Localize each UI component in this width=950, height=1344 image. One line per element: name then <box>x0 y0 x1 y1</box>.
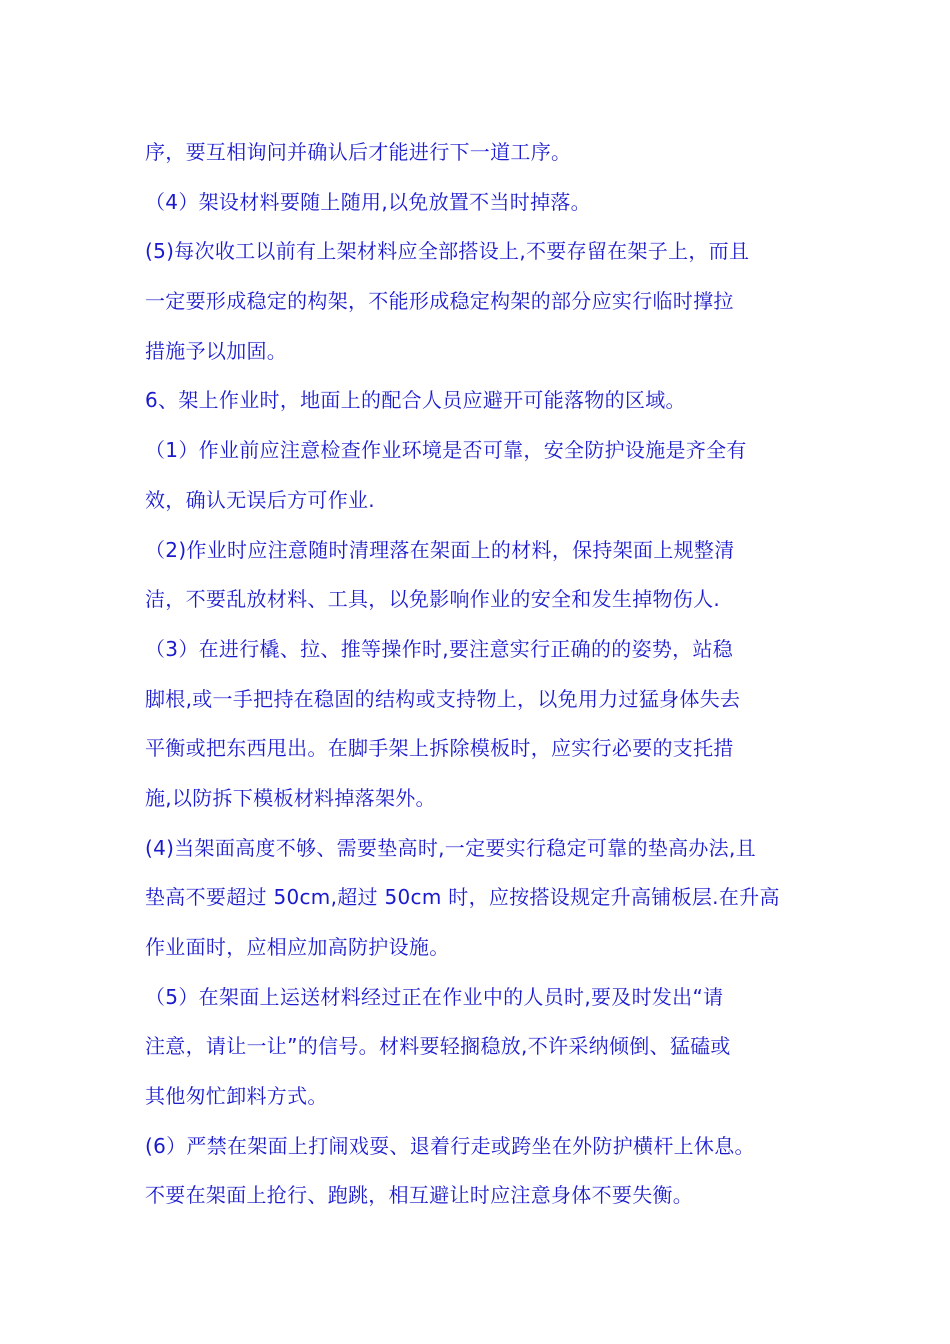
document-body <box>145 128 815 1221</box>
text-line: 不要在架面上抢行、跑跳，相互避让时应注意身体不要失衡。 <box>145 1183 694 1208</box>
text-line: 洁，不要乱放材料、工具，以免影响作业的安全和发生掉物伤人. <box>145 587 721 612</box>
text-line: 6、架上作业时，地面上的配合人员应避开可能落物的区域。 <box>145 388 686 413</box>
text-line: （5）在架面上运送材料经过正在作业中的人员时,要及时发出“请 <box>145 984 724 1009</box>
text-line: 垫高不要超过 50cm,超过 50cm 时，应按搭设规定升高铺板层.在升高 <box>145 885 780 910</box>
text-line: (6）严禁在架面上打闹戏耍、退着行走或跨坐在外防护横杆上休息。 <box>145 1133 755 1158</box>
text-line: 一定要形成稳定的构架，不能形成稳定构架的部分应实行临时撑拉 <box>145 289 734 314</box>
text-line: 脚根,或一手把持在稳固的结构或支持物上，以免用力过猛身体失去 <box>145 686 741 711</box>
text-line: (5)每次收工以前有上架材料应全部搭设上,不要存留在架子上，而且 <box>145 239 750 264</box>
text-line: 平衡或把东西甩出。在脚手架上拆除模板时，应实行必要的支托措 <box>145 736 734 761</box>
text-line: 注意，请让一让”的信号。材料要轻搁稳放,不许采纳倾倒、猛磕或 <box>145 1034 731 1059</box>
text-line: （2)作业时应注意随时清理落在架面上的材料，保持架面上规整清 <box>145 537 735 562</box>
text-line: （1）作业前应注意检查作业环境是否可靠，安全防护设施是齐全有 <box>145 438 747 463</box>
text-line: 效，确认无误后方可作业. <box>145 487 375 512</box>
text-line: 序，要互相询问并确认后才能进行下一道工序。 <box>145 140 572 164</box>
text-line: （3）在进行橇、拉、推等操作时,要注意实行正确的的姿势，站稳 <box>145 636 734 661</box>
text-line: 措施予以加固。 <box>145 338 288 363</box>
text-line: (4)当架面高度不够、需要垫高时,一定要实行稳定可靠的垫高办法,且 <box>145 835 756 860</box>
text-line: （4）架设材料要随上随用,以免放置不当时掉落。 <box>145 189 591 214</box>
text-line: 作业面时，应相应加高防护设施。 <box>145 935 450 959</box>
text-line: 施,以防拆下模板材料掉落架外。 <box>145 785 436 810</box>
text-line: 其他匆忙卸料方式。 <box>145 1084 328 1109</box>
